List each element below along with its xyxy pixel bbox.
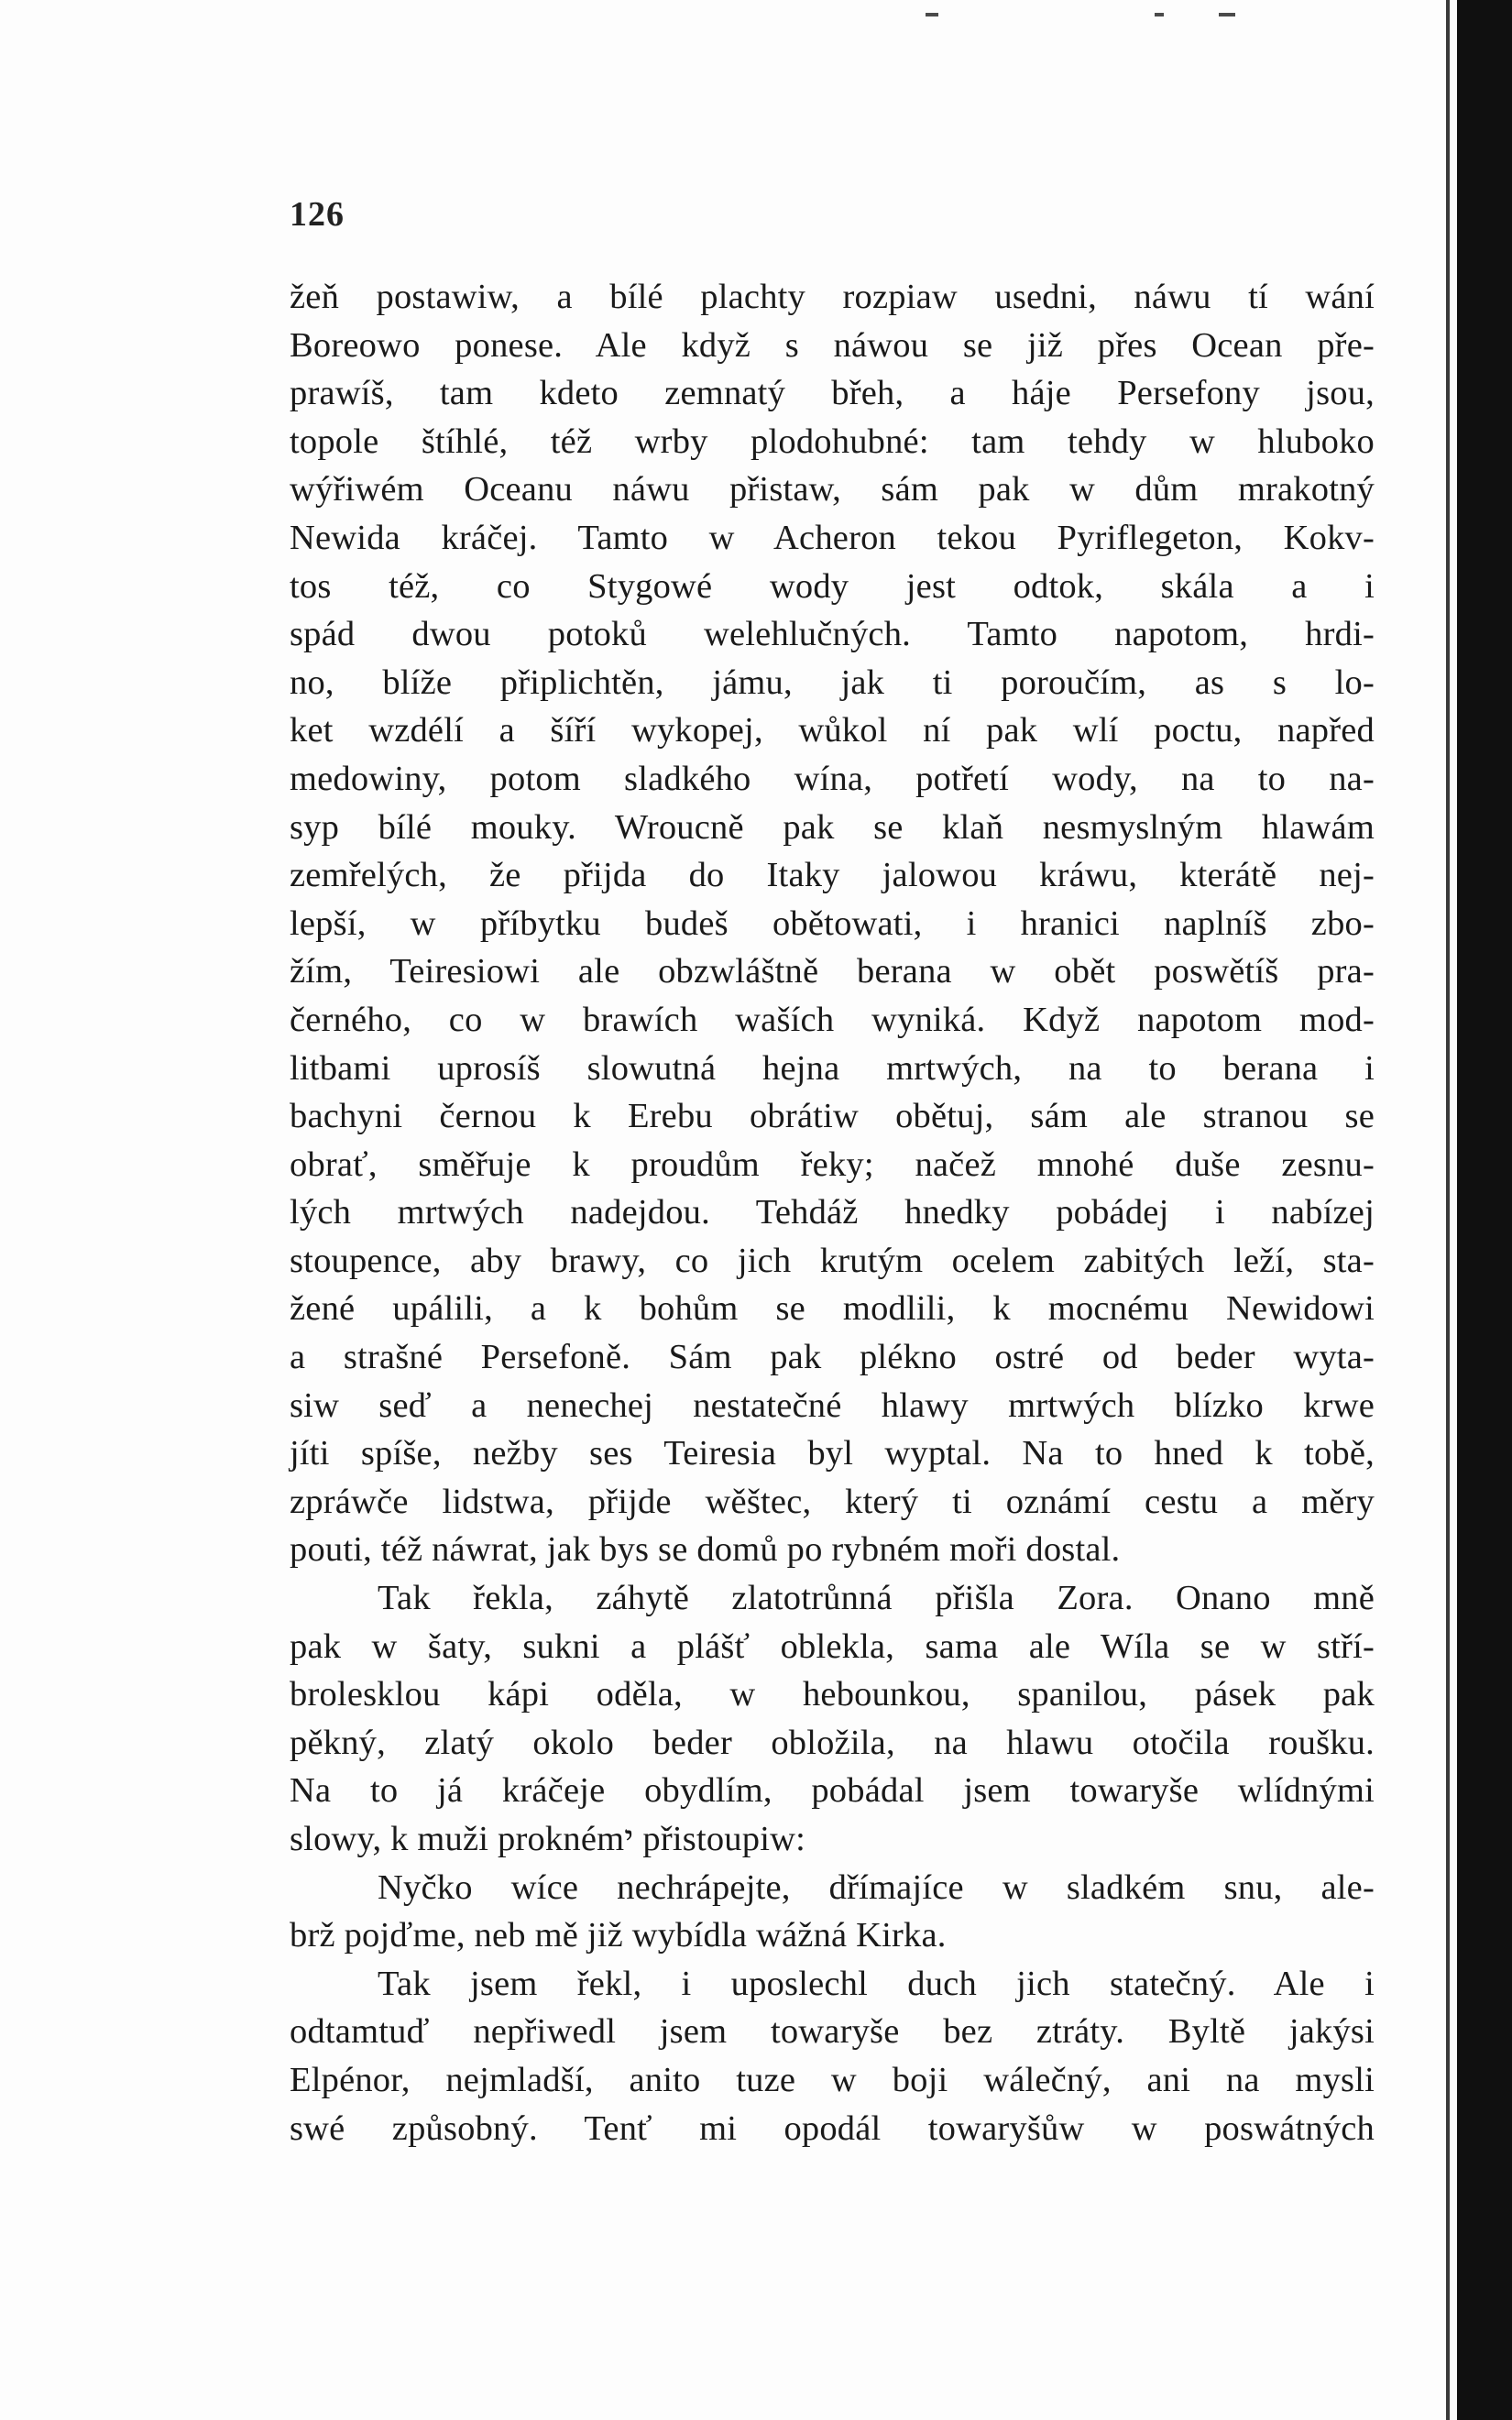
text-line: zemřelých, že přijda do Itaky jalowou kráwu, kterátě nej- — [290, 856, 1375, 895]
text-line: žené upálili, a k bohům se modlili, k mocnému Newidowi — [290, 1289, 1375, 1329]
page-edge-line — [1446, 0, 1450, 2420]
text-line: Na to já kráčeje obydlím, pobádal jsem towaryše wlídnými — [290, 1771, 1375, 1811]
text-line: Newida kráčej. Tamto w Acheron tekou Pyriflegeton, Kokv- — [290, 518, 1375, 557]
body-text — [290, 273, 1375, 2152]
page-number: 126 — [290, 195, 345, 234]
page-edge-shadow — [1457, 0, 1512, 2420]
text-line: lých mrtwých nadejdou. Tehdáž hnedky pobádej i nabízej — [290, 1193, 1375, 1232]
text-line: Elpénor, nejmladší, anito tuze w boji wálečný, ani na mysli — [290, 2060, 1375, 2099]
text-line: stoupence, aby brawy, co jich krutým ocelem zabitých leží, sta- — [290, 1241, 1375, 1280]
text-line: slowy, k muži proknémי přistoupiw: — [290, 1820, 805, 1858]
scan-speck — [1219, 13, 1235, 16]
text-line: obrať, směřuje k proudům řeky; načež mnohé duše zesnu- — [290, 1144, 1375, 1184]
text-line: spád dwou potoků welehlučných. Tamto napotom, hrdi- — [290, 615, 1375, 654]
text-line: litbami uprosíš slowutná hejna mrtwých, na to berana i — [290, 1048, 1375, 1088]
text-line: tos též, co Stygowé wody jest odtok, skála a i — [290, 566, 1375, 606]
text-line: wýřiwém Oceanu náwu přistaw, sám pak w dům mrakotný — [290, 470, 1375, 509]
text-line: žím, Teiresiowi ale obzwláštně berana w obět poswětíš pra- — [290, 952, 1375, 991]
text-line: ket wzdélí a šíří wykopej, wůkol ní pak wlí poctu, napřed — [290, 711, 1375, 750]
text-line: prawíš, tam kdeto zemnatý břeh, a háje Persefony jsou, — [290, 374, 1375, 413]
text-line: černého, co w brawích waších wyniká. Když napotom mod- — [290, 1000, 1375, 1039]
text-line: medowiny, potom sladkého wína, potřetí wody, na to na- — [290, 759, 1375, 798]
text-line: siw seď a nenechej nestatečné hlawy mrtwých blízko krwe — [290, 1385, 1375, 1425]
text-line: lepší, w příbytku budeš obětowati, i hranici naplníš zbo- — [290, 903, 1375, 943]
paragraph-start-line: Tak jsem řekl, i uposlechl duch jich statečný. Ale i — [378, 1964, 1375, 2003]
text-line: bachyni černou k Erebu obrátiw obětuj, sám ale stranou se — [290, 1097, 1375, 1136]
text-line: Boreowo ponese. Ale když s náwou se již přes Ocean pře- — [290, 325, 1375, 365]
text-line: žeň postawiw, a bílé plachty rozpiaw usedni, náwu tí wání — [290, 278, 1375, 316]
text-line: brolesklou kápi oděla, w hebounkou, spanilou, pásek pak — [290, 1675, 1375, 1714]
text-line: jíti spíše, nežby ses Teiresia byl wyptal. Na to hned k tobě, — [290, 1434, 1375, 1473]
scan-speck — [1155, 13, 1164, 16]
text-line: swé způsobný. Tenť mi opodál towaryšůw w poswátných — [290, 2108, 1375, 2148]
text-line: syp bílé mouky. Wroucně pak se klaň nesmyslným hlawám — [290, 807, 1375, 847]
text-line: pak w šaty, sukni a plášť oblekla, sama ale Wíla se w stří- — [290, 1626, 1375, 1666]
paragraph-start-line: Tak řekla, záhytě zlatotrůnná přišla Zora. Onano mně — [378, 1579, 1375, 1618]
text-line: brž pojďme, neb mě již wybídla wážná Kirka. — [290, 1916, 947, 1955]
paragraph-start-line: Nyčko wíce nechrápejte, dřímajíce w sladkém snu, ale- — [378, 1867, 1375, 1907]
scan-speck — [926, 13, 938, 16]
text-line: zpráwče lidstwa, přijde wěštec, který ti oznámí cestu a měry — [290, 1482, 1375, 1521]
text-line: topole štíhlé, též wrby plodohubné: tam tehdy w hluboko — [290, 422, 1375, 461]
text-line: a strašné Persefoně. Sám pak plékno ostré od beder wyta- — [290, 1338, 1375, 1377]
text-line: pěkný, zlatý okolo beder obložila, na hlawu otočila roušku. — [290, 1723, 1375, 1762]
text-line: pouti, též náwrat, jak bys se domů po rybném moři dostal. — [290, 1530, 1121, 1570]
text-line: odtamtuď nepřiwedl jsem towaryše bez ztráty. Byltě jakýsi — [290, 2012, 1375, 2052]
text-line: no, blíže připlichtěn, jámu, jak ti poroučím, as s lo- — [290, 662, 1375, 702]
